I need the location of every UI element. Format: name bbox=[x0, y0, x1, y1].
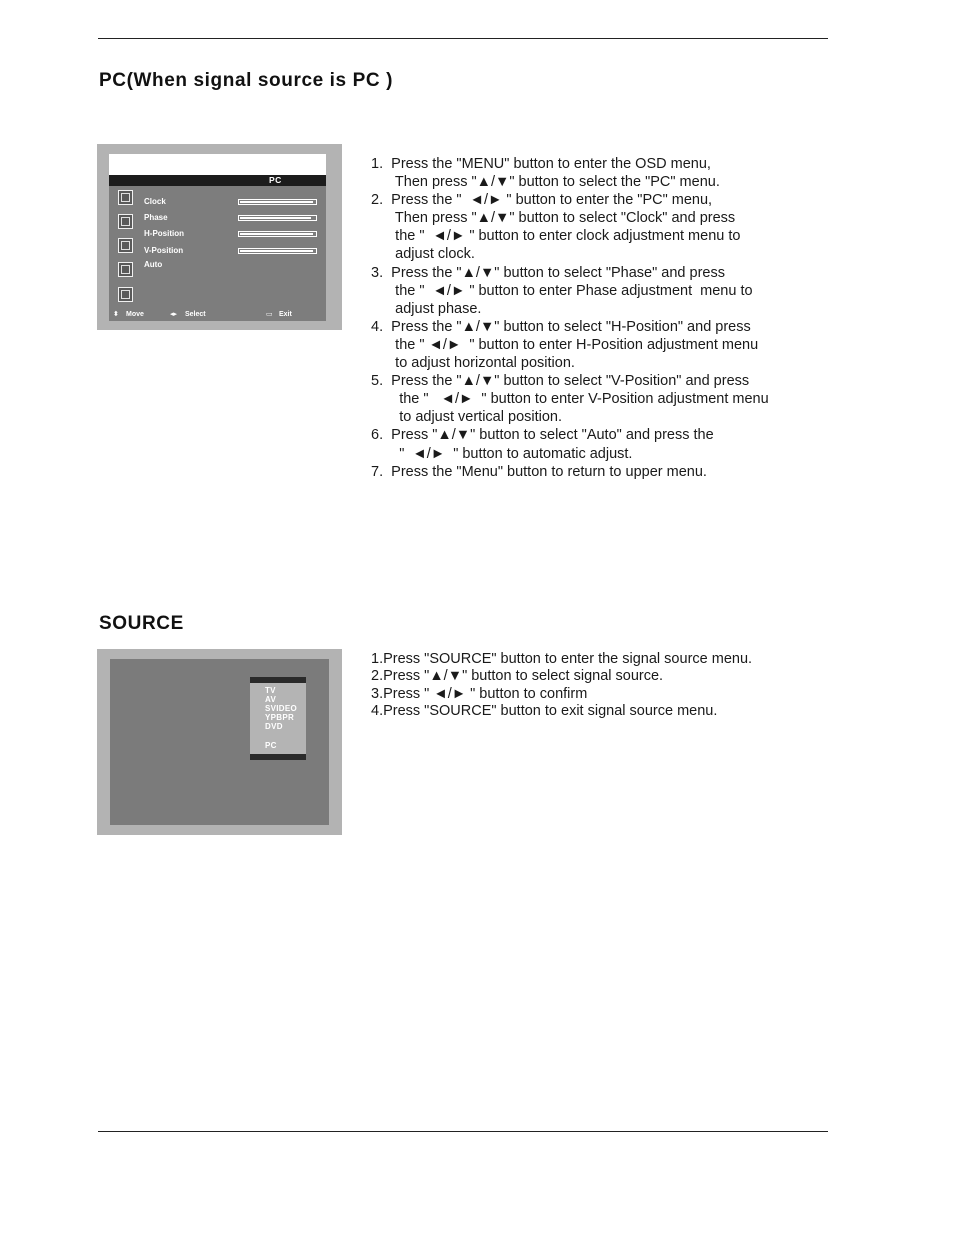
select-hint: Select bbox=[185, 311, 206, 318]
source-item-pc: PC bbox=[265, 741, 277, 750]
phase-level-bar bbox=[238, 215, 317, 221]
picture-icon bbox=[118, 190, 133, 205]
h-position-level-bar bbox=[238, 231, 317, 237]
source-step-line: 4.Press "SOURCE" button to exit signal source menu. bbox=[371, 703, 718, 720]
bottom-rule bbox=[98, 1131, 828, 1132]
move-hint: Move bbox=[126, 311, 144, 318]
pc-step-line: 1. Press the "MENU" button to enter the OSD menu, bbox=[371, 156, 711, 172]
source-item-dvd: DVD bbox=[265, 722, 283, 731]
pc-osd-menu bbox=[109, 154, 326, 321]
source-menu-bottom-bar bbox=[250, 754, 306, 760]
pc-step-line: to adjust vertical position. bbox=[371, 409, 563, 426]
osd-item-h-position: H-Position bbox=[144, 229, 184, 238]
pc-step-line: Then press "▲/▼" button to select the "PC" menu. bbox=[371, 174, 720, 191]
source-step-line: 3.Press " ◄/► " button to confirm bbox=[371, 685, 588, 702]
v-position-level-fill bbox=[240, 250, 313, 252]
osd-top-bar bbox=[109, 154, 326, 175]
pc-step-line: 5. Press the "▲/▼" button to select "V-Position" and press bbox=[371, 373, 750, 390]
source-item-tv: TV bbox=[265, 686, 276, 695]
source-osd-screen bbox=[97, 649, 342, 835]
top-rule bbox=[98, 38, 828, 39]
source-step-line: 2.Press "▲/▼" button to select signal source. bbox=[371, 668, 664, 685]
pc-step-line: 7. Press the "Menu" button to return to upper menu. bbox=[371, 463, 707, 480]
select-hint-icon: ◂▸ bbox=[170, 311, 178, 318]
v-position-level-bar bbox=[238, 248, 317, 254]
osd-item-clock: Clock bbox=[144, 197, 166, 206]
osd-title: PC bbox=[269, 175, 282, 185]
option-icon bbox=[118, 238, 133, 253]
pc-step-line: Then press "▲/▼" button to select "Clock" and press bbox=[371, 210, 736, 227]
h-position-level-fill bbox=[240, 233, 313, 235]
source-item-svideo: SVIDEO bbox=[265, 704, 298, 713]
osd-item-phase: Phase bbox=[144, 213, 168, 222]
pc-step-line: the " ◄/► " button to enter V-Position adjustment menu bbox=[371, 391, 769, 408]
exit-hint-icon: ▭ bbox=[266, 311, 273, 318]
osd-title-bar bbox=[109, 175, 326, 186]
clock-level-fill bbox=[240, 201, 313, 203]
function-icon bbox=[118, 262, 133, 277]
source-menu bbox=[250, 677, 306, 760]
osd-item-auto: Auto bbox=[144, 260, 163, 269]
pc-step-line: 4. Press the "▲/▼" button to select "H-Position" and press bbox=[371, 318, 751, 335]
source-section-heading: SOURCE bbox=[99, 613, 184, 634]
osd-item-v-position: V-Position bbox=[144, 246, 184, 255]
pc-step-line: adjust phase. bbox=[371, 300, 482, 317]
clock-level-bar bbox=[238, 199, 317, 205]
pc-step-line: the " ◄/► " button to enter Phase adjustment menu to bbox=[371, 282, 753, 299]
pc-step-line: the " ◄/► " button to enter clock adjustment menu to bbox=[371, 228, 741, 245]
exit-hint: Exit bbox=[279, 311, 292, 318]
pc-step-line: adjust clock. bbox=[371, 246, 475, 263]
source-screen-inner bbox=[110, 659, 329, 825]
pc-step-line: 6. Press "▲/▼" button to select "Auto" and press the bbox=[371, 427, 714, 444]
source-step-line: 1.Press "SOURCE" button to enter the signal source menu. bbox=[371, 651, 753, 667]
source-item-ypbpr: YPBPR bbox=[265, 713, 295, 722]
move-hint-icon: ⬍ bbox=[113, 311, 119, 318]
source-item-av: AV bbox=[265, 695, 277, 704]
source-menu-top-bar bbox=[250, 677, 306, 683]
pc-osd-screen bbox=[97, 144, 342, 330]
pc-section-heading: PC(When signal source is PC ) bbox=[99, 70, 394, 91]
pc-step-line: 3. Press the "▲/▼" button to select "Phase" and press bbox=[371, 264, 725, 281]
pc-icon bbox=[118, 287, 133, 302]
sound-icon bbox=[118, 214, 133, 229]
phase-level-fill bbox=[240, 217, 311, 219]
source-instructions bbox=[371, 651, 752, 721]
pc-step-line: 2. Press the " ◄/► " button to enter the "PC" menu, bbox=[371, 192, 713, 209]
pc-step-line: the " ◄/► " button to enter H-Position adjustment menu bbox=[371, 336, 759, 353]
pc-instructions bbox=[371, 155, 769, 481]
pc-step-line: " ◄/► " button to automatic adjust. bbox=[371, 445, 633, 462]
pc-step-line: to adjust horizontal position. bbox=[371, 355, 575, 372]
